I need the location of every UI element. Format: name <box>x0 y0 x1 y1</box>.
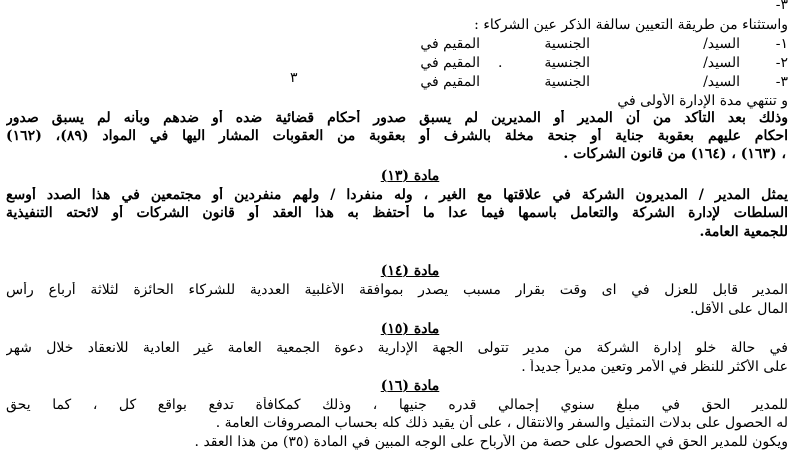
partner-mark: . <box>498 55 503 71</box>
article-line: السلطات لإدارة الشركة والتعامل باسمها فيما عدا ما أحتفظ به هذا العقد أو قانون الشركات أو لائحته التنفيذية <box>6 205 788 221</box>
partner-number: ٣- <box>775 74 788 90</box>
article-line: للمدير الحق في مبلغ سنوي إجمالي قدره جنيها ، وذلك كمكافأة تدفع بواقع كل ، كما يحق <box>6 397 788 413</box>
partner-resident: المقيم في <box>420 74 480 90</box>
article-line: على الأكثر للنظر في الأمر وتعين مديراً جديداً . <box>521 359 788 375</box>
partner-resident: المقيم في <box>420 55 480 71</box>
paragraph-line: احكام عليهم بعقوبة جناية أو جنحة مخلة بالشرف أو بعقوبة من العقوبات المشار اليها في المواد (٨٩)، (١٦٢) <box>6 128 788 144</box>
partner-mark: ٣ <box>290 70 298 86</box>
paragraph-line: وذلك بعد التأكد من أن المدير أو المديرين لم يسبق صدور أحكام قضائية ضده أو ضدهم وبأنه لم يسبق صدور <box>6 110 788 126</box>
article-heading: مادة (١٥) <box>380 321 440 337</box>
paragraph-line: ، (١٦٣) ، (١٦٤) من قانون الشركات . <box>563 146 786 162</box>
management-term-line: و تنتهي مدة الإدارة الأولى في <box>617 93 788 109</box>
partner-sayyid: السيد/ <box>703 55 740 71</box>
article-line: المال على الأقل. <box>690 301 788 317</box>
article-line: للجمعية العامة. <box>699 224 788 240</box>
partner-sayyid: السيد/ <box>703 36 740 52</box>
article-heading: مادة (١٣) <box>380 168 440 184</box>
partner-nationality: الجنسية <box>544 36 590 52</box>
article-line: في حالة خلو إدارة الشركة من مدير تتولى الجهة الإدارية دعوة الجمعية العامة غير العادية للانعقاد خلال شهر <box>6 340 788 356</box>
article-heading: مادة (١٤) <box>380 263 440 279</box>
partner-sayyid: السيد/ <box>703 74 740 90</box>
article-heading: مادة (١٦) <box>380 378 440 394</box>
article-line: يمثل المدير / المديرون الشركة في علاقتها مع الغير ، وله منفردا / ولهم منفردين أو مجتمعين في هذا الصدد أوسع <box>6 187 788 203</box>
partner-number: ٢- <box>775 55 788 71</box>
article-line: المدير قابل للعزل في اى وقت بقرار مسبب يصدر بموافقة الأغلبية العددية للشركاء الحائزة لثلاثة أرباع رأس <box>6 282 788 298</box>
article-line: له الحصول على بدلات التمثيل والسفر والانتقال ، على أن يقيد ذلك كله بحساب المصروفات العامة . <box>215 415 788 431</box>
partner-number: ١- <box>775 36 788 52</box>
intro-line: واستثناء من طريقة التعيين سالفة الذكر عين الشركاء : <box>474 17 788 33</box>
top-number: ٣- <box>775 0 788 13</box>
partner-nationality: الجنسية <box>544 74 590 90</box>
article-line: ويكون للمدير الحق في الحصول على حصة من الأرباح على الوجه المبين في المادة (٣٥) من هذا العقد . <box>194 434 788 450</box>
partner-resident: المقيم في <box>420 36 480 52</box>
partner-nationality: الجنسية <box>544 55 590 71</box>
